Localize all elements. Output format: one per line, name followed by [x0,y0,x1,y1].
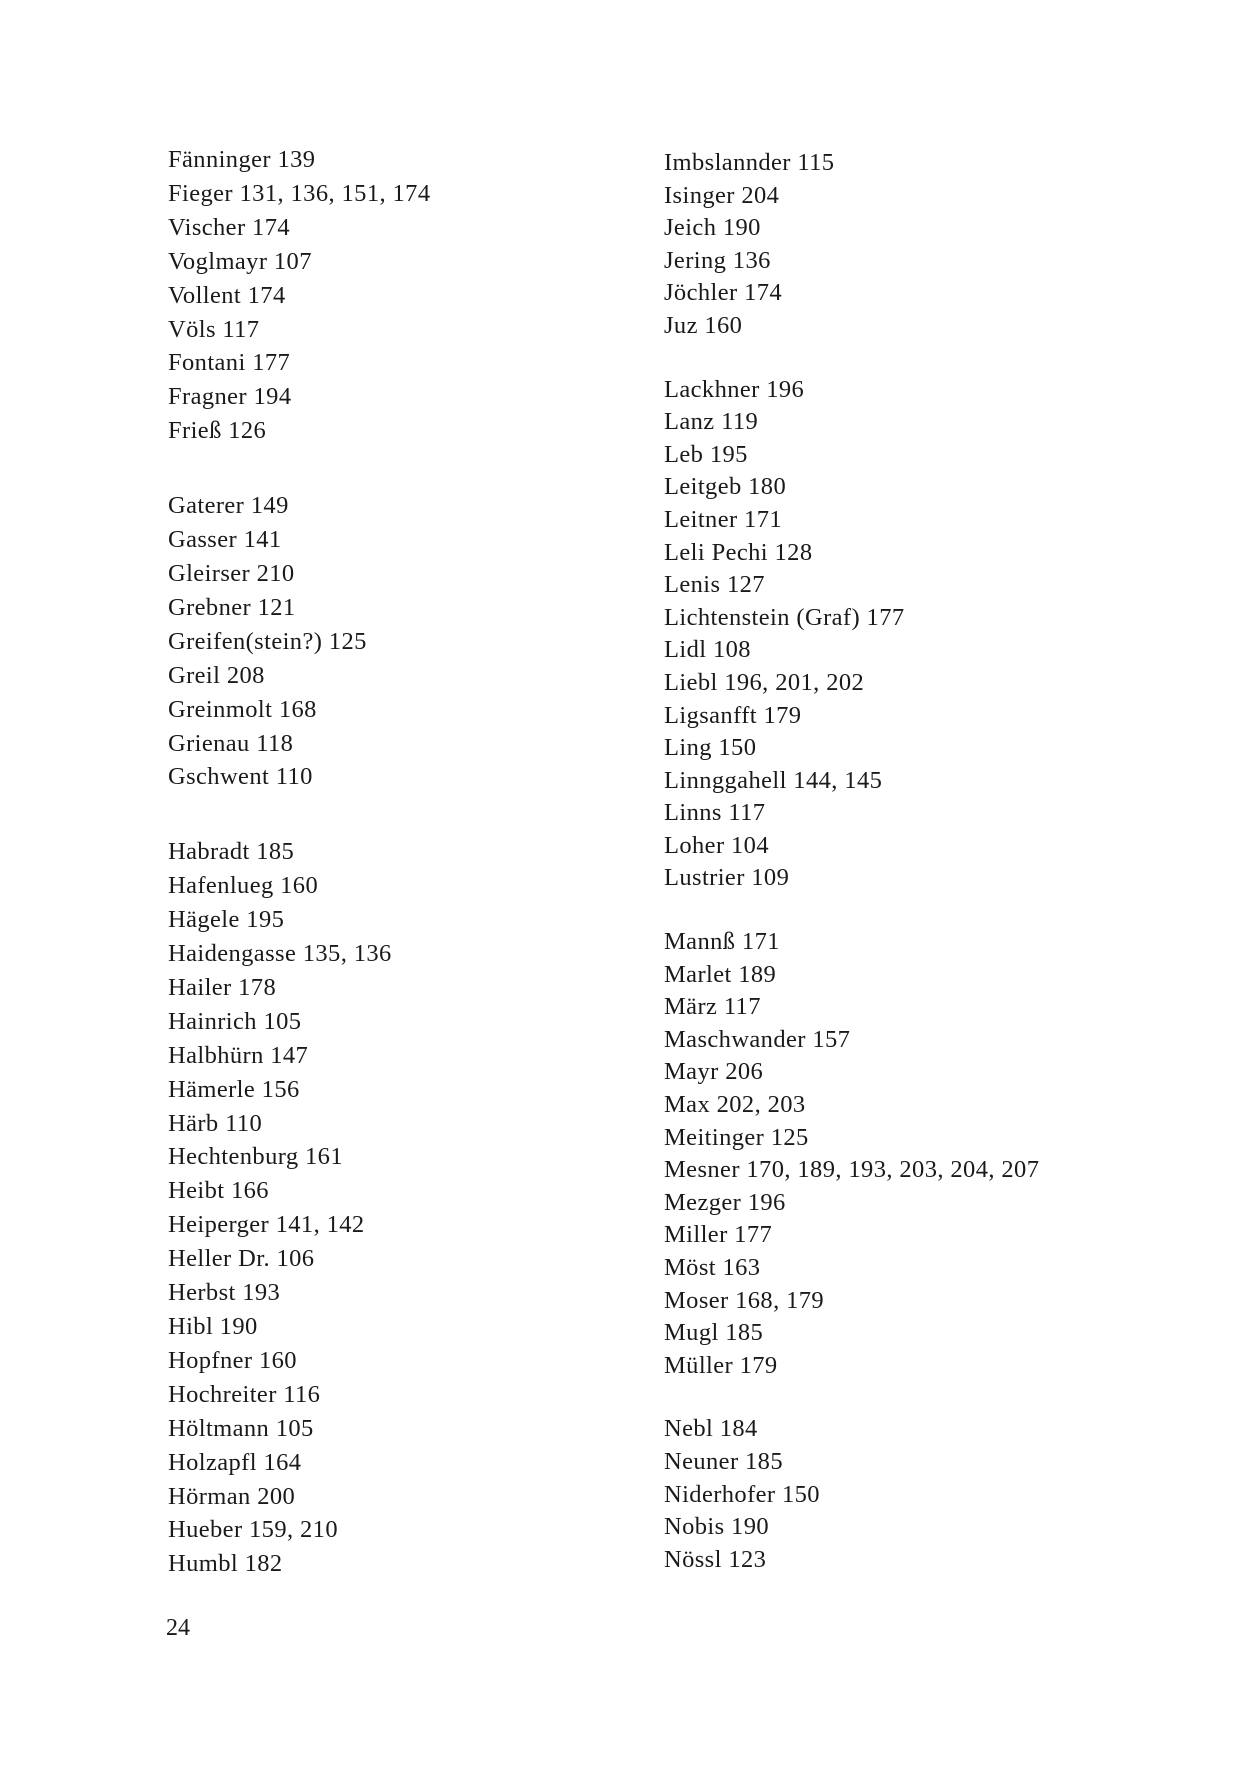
index-entry: Jeich 190 [664,214,761,242]
index-entry: Herbst 193 [168,1279,281,1307]
index-entry: Miller 177 [664,1221,773,1249]
index-entry: Fieger 131, 136, 151, 174 [168,179,431,207]
index-entry: Höltmann 105 [168,1414,314,1442]
index-entry: Meitinger 125 [664,1123,809,1151]
index-entry: Mugl 185 [664,1319,764,1347]
index-letter-group [664,926,1224,1382]
index-entry: März 117 [664,993,761,1021]
index-entry: Lustrier 109 [664,864,790,892]
index-entry: Isinger 204 [664,181,780,209]
index-entry: Ling 150 [664,734,757,762]
index-entry: Leb 195 [664,440,748,468]
index-entry: Fänninger 139 [168,146,316,173]
index-entry: Lackhner 196 [664,375,805,403]
index-entry: Grebner 121 [168,593,296,621]
index-entry: Maschwander 157 [664,1025,851,1053]
index-entry: Voglmayr 107 [168,247,312,275]
index-entry: Fragner 194 [168,383,292,411]
index-entry: Lidl 108 [664,636,751,664]
index-entry: Mannß 171 [664,928,780,956]
index-entry: Max 202, 203 [664,1091,806,1119]
index-letter-group [168,835,648,1581]
page-number: 24 [166,1615,190,1641]
index-entry: Habradt 185 [168,838,295,866]
index-entry: Hailer 178 [168,973,277,1001]
index-letter-group [664,1413,1224,1576]
index-letter-group [168,489,648,794]
index-entry: Hueber 159, 210 [168,1516,338,1544]
index-entry: Jöchler 174 [664,279,783,307]
index-entry: Hämerle 156 [168,1075,300,1103]
index-entry: Gleirser 210 [168,559,295,587]
index-entry: Vischer 174 [168,213,290,241]
index-entry: Jering 136 [664,246,771,274]
index-letter-group [168,143,648,448]
index-letter-group [664,374,1224,896]
index-column-right [664,147,1224,1576]
index-entry: Marlet 189 [664,960,777,988]
index-entry: Mezger 196 [664,1188,786,1216]
index-entry: Leli Pechi 128 [664,538,813,566]
index-entry: Fontani 177 [168,349,291,377]
index-entry: Holzapfl 164 [168,1448,302,1476]
index-entry: Nobis 190 [664,1513,770,1541]
index-entry: Linns 117 [664,799,766,827]
index-entry: Hainrich 105 [168,1007,302,1035]
index-entry: Leitner 171 [664,505,783,533]
index-entry: Linnggahell 144, 145 [664,766,883,794]
index-entry: Hochreiter 116 [168,1380,321,1408]
index-entry: Niderhofer 150 [664,1480,820,1508]
index-entry: Härb 110 [168,1109,263,1137]
index-entry: Gasser 141 [168,526,282,554]
index-entry: Völs 117 [168,315,260,343]
index-entry: Juz 160 [664,311,743,339]
index-entry: Gaterer 149 [168,492,289,520]
index-entry: Lichtenstein (Graf) 177 [664,603,905,631]
index-entry: Greinmolt 168 [168,695,317,723]
index-entry: Grienau 118 [168,729,294,757]
index-entry: Imbslannder 115 [664,149,835,176]
index-entry: Müller 179 [664,1351,778,1379]
index-entry: Mesner 170, 189, 193, 203, 204, 207 [664,1156,1040,1184]
index-entry: Humbl 182 [168,1550,283,1578]
index-entry: Gschwent 110 [168,763,313,791]
index-entry: Vollent 174 [168,281,286,309]
index-entry: Mayr 206 [664,1058,764,1086]
index-entry: Lanz 119 [664,408,759,436]
index-entry: Hägele 195 [168,906,285,934]
index-entry: Ligsanfft 179 [664,701,802,729]
index-letter-group [664,147,1224,343]
index-entry: Hopfner 160 [168,1346,297,1374]
index-entry: Halbhürn 147 [168,1041,309,1069]
index-entry: Greil 208 [168,661,265,689]
index-entry: Loher 104 [664,831,769,859]
index-entry: Hechtenburg 161 [168,1143,343,1171]
index-entry: Hörman 200 [168,1482,296,1510]
index-entry: Heiperger 141, 142 [168,1211,365,1239]
index-entry: Greifen(stein?) 125 [168,627,367,655]
index-entry: Heller Dr. 106 [168,1245,315,1273]
index-entry: Lenis 127 [664,571,765,599]
index-entry: Leitgeb 180 [664,473,787,501]
index-entry: Hibl 190 [168,1313,258,1340]
index-entry: Liebl 196, 201, 202 [664,668,865,696]
index-entry: Nebl 184 [664,1415,758,1443]
index-entry: Neuner 185 [664,1447,783,1475]
index-entry: Heibt 166 [168,1177,269,1205]
index-entry: Moser 168, 179 [664,1286,825,1314]
index-entry: Möst 163 [664,1254,761,1281]
index-column-left [168,143,648,1581]
index-entry: Nössl 123 [664,1545,767,1573]
index-entry: Haidengasse 135, 136 [168,940,392,968]
index-entry: Frieß 126 [168,417,267,445]
index-entry: Hafenlueg 160 [168,872,319,900]
